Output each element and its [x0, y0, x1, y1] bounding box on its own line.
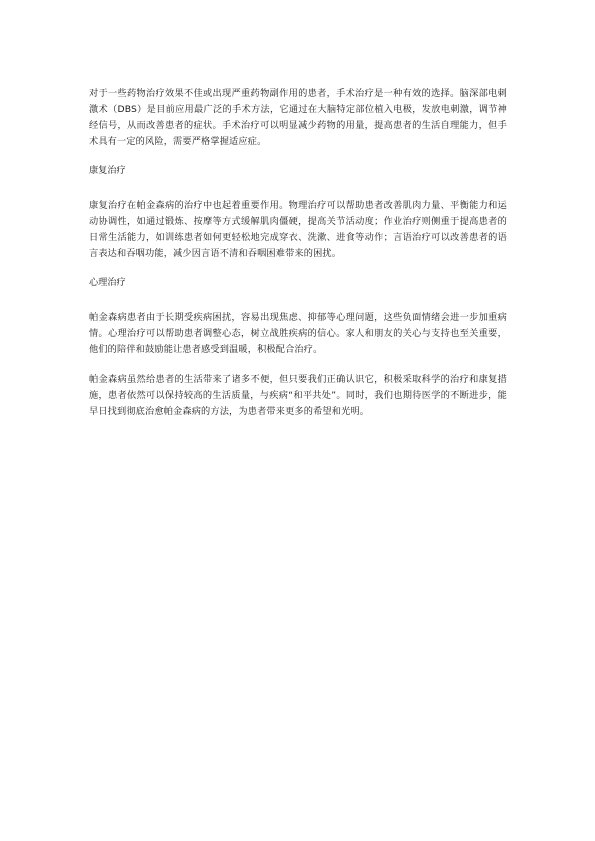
paragraph-rehabilitation: 康复治疗在帕金森病的治疗中也起着重要作用。物理治疗可以帮助患者改善肌肉力量、平衡能力和运动协调性，如通过锻炼、按摩等方式缓解肌肉僵硬，提高关节活动度；作业治疗则侧重于提高患者的日常生活能力，如训练患者如何更轻松地完成穿衣、洗漱、进食等动作；言语治疗可以改善患者的语言表达和吞咽功能，减少因言语不清和吞咽困难带来的困扰。: [89, 200, 507, 259]
paragraph-surgical-treatment: 对于一些药物治疗效果不佳或出现严重药物副作用的患者，手术治疗是一种有效的选择。脑深部电刺激术（DBS）是目前应用最广泛的手术方法，它通过在大脑特定部位植入电极，发放电刺激，调节神经信号，从而改善患者的症状。手术治疗可以明显减少药物的用量，提高患者的生活自理能力，但手术具有一定的风险，需要严格掌握适应症。: [89, 88, 507, 147]
paragraph-conclusion: 帕金森病虽然给患者的生活带来了诸多不便，但只要我们正确认识它，积极采取科学的治疗和康复措施，患者依然可以保持较高的生活质量，与疾病“和平共处”。同时，我们也期待医学的不断进步，能早日找到彻底治愈帕金森病的方法，为患者带来更多的希望和光明。: [89, 374, 507, 417]
heading-rehabilitation: 康复治疗: [89, 165, 126, 176]
heading-psychotherapy: 心理治疗: [89, 277, 126, 288]
paragraph-psychotherapy: 帕金森病患者由于长期受疾病困扰，容易出现焦虑、抑郁等心理问题，这些负面情绪会进一步加重病情。心理治疗可以帮助患者调整心态，树立战胜疾病的信心。家人和朋友的关心与支持也至关重要，他们的陪伴和鼓励能让患者感受到温暖，积极配合治疗。: [89, 312, 507, 355]
document-page: [89, 86, 507, 420]
